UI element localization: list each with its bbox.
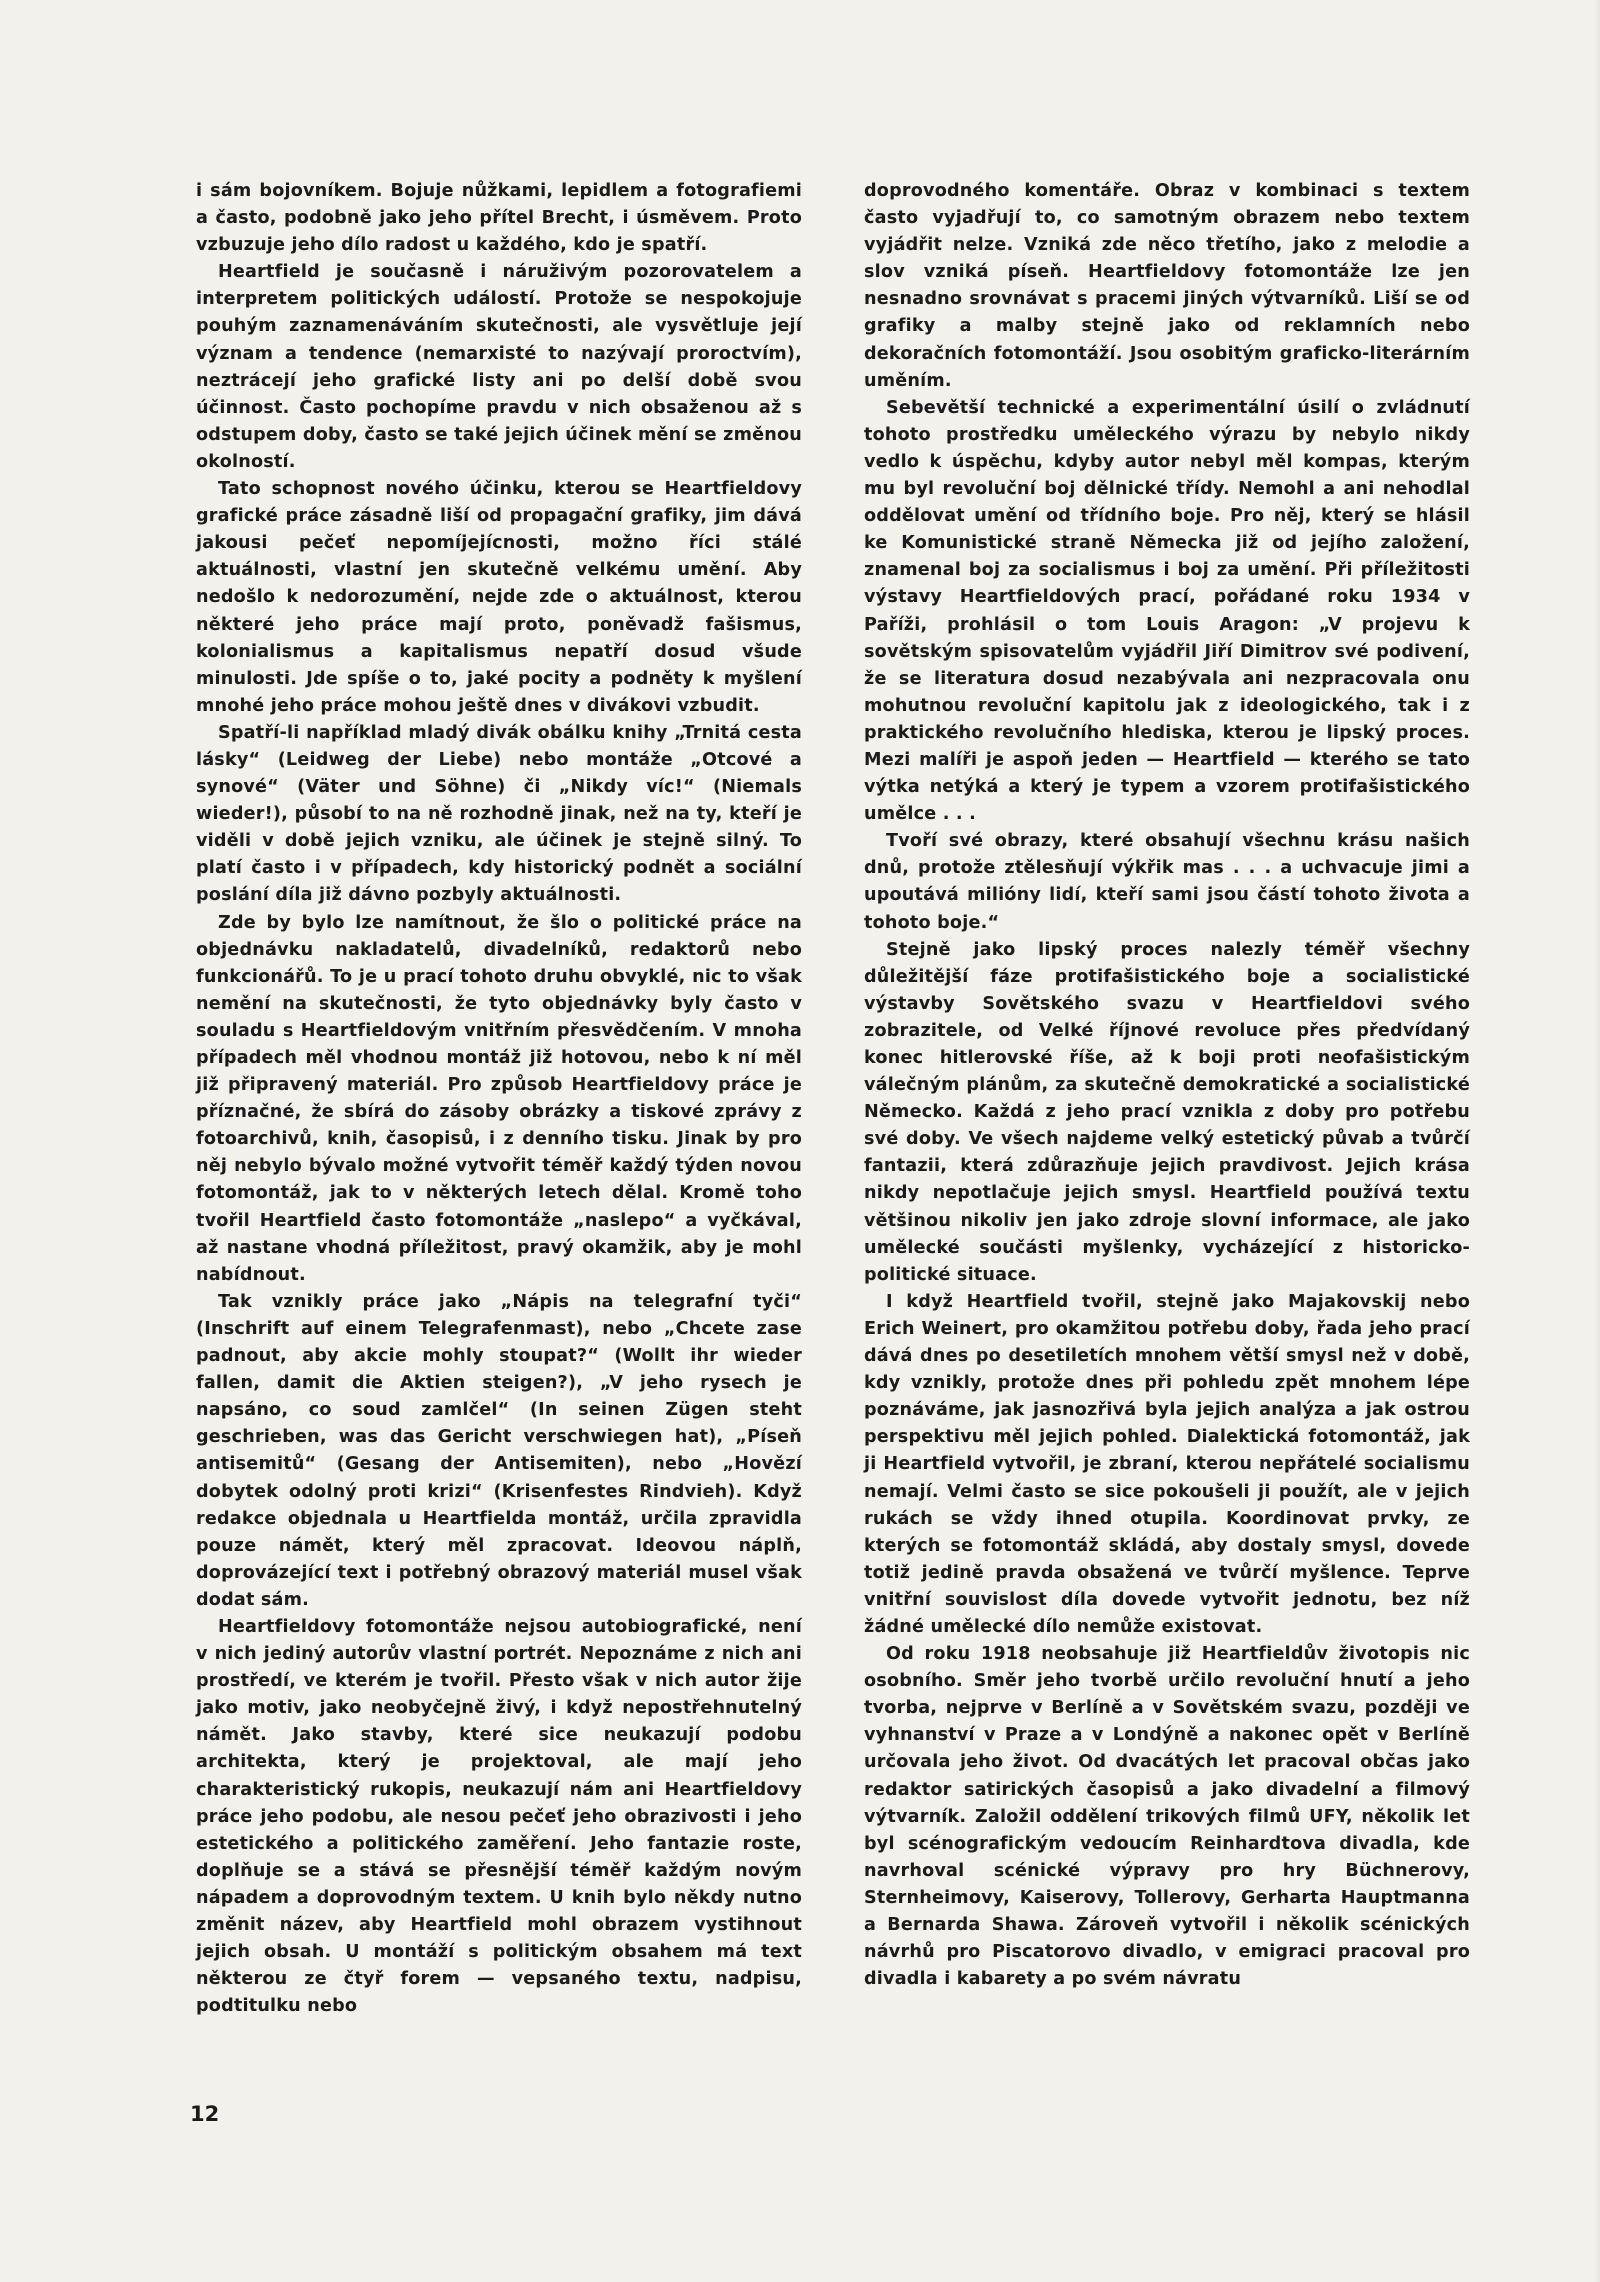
paragraph: Od roku 1918 neobsahuje již Heartfieldův životopis nic osobního. Směr jeho tvorbě určilo revoluční hnutí a jeho tvorba, nejprve v Berlíně a v Sovětském svazu, později ve vyhnanství v Praze a v Londýně a nakonec opět v Berlíně určovala jeho život. Od dvacátých let pracoval občas jako redaktor satirických časopisů a jako divadelní a filmový výtvarník. Založil oddělení trikových filmů UFY, několik let byl scénografickým vedoucím Reinhardtova divadla, kde navrhoval scénické výpravy pro hry Büchnerovy, Sternheimovy, Kaiserovy, Tollerovy, Gerharta Hauptmanna a Bernarda Shawa. Zároveň vytvořil i několik scénických návrhů pro Piscatorovo divadlo, v emigraci pracoval pro divadla i kabarety a po svém návratu <box>864 1644 1470 1990</box>
right-text-column <box>864 178 1470 1993</box>
paragraph: I když Heartfield tvořil, stejně jako Majakovskij nebo Erich Weinert, pro okamžitou potřebu doby, řada jeho prací dává dnes po desetiletích mnohem větší smysl než v době, kdy vznikly, protože dnes při pohledu zpět mnohem lépe poznáváme, jak jasnozřivá byla jejich analýza a jak ostrou perspektivu měl jejich pohled. Dialektická fotomontáž, jak ji Heartfield vytvořil, je zbraní, kterou nepřátelé socialismu nemají. Velmi často se sice pokoušeli ji použít, ale v jejich rukách se vždy ihned otupila. Koordinovat prvky, ze kterých se fotomontáž skládá, aby dostaly smysl, dovede totiž jedině pravda obsažená ve tvůrčí myšlence. Teprve vnitřní souvislost díla dovede vytvořit jednotu, bez níž žádné umělecké dílo nemůže existovat. <box>864 1291 1470 1637</box>
page-edge-shadow <box>1594 0 1600 2282</box>
paragraph: Sebevětší technické a experimentální úsilí o zvládnutí tohoto prostředku uměleckého výrazu by nebylo nikdy vedlo k úspěchu, kdyby autor nebyl měl kompas, kterým mu byl revoluční boj dělnické třídy. Nemohl a ani nehodlal oddělovat umění od třídního boje. Pro něj, který se hlásil ke Komunistické straně Německa již od jejího založení, znamenal boj za socialismus i boj za umění. Při příležitosti výstavy Heartfieldových prací, pořádané roku 1934 v Paříži, prohlásil o tom Louis Aragon: „V projevu k sovětským spisovatelům vyjádřil Jiří Dimitrov své podivení, že se literatura dosud nezabývala ani nezpracovala onu mohutnou revoluční kapitolu jak z ideologického, tak i z praktického revolučního hlediska, kterou je lipský proces. Mezi malíři je aspoň jeden — Heartfield — kterého se tato výtka netýká a který je typem a vzorem protifašistického umělce . . . <box>864 397 1470 825</box>
paragraph: Tato schopnost nového účinku, kterou se Heartfieldovy grafické práce zásadně liší od propagační grafiky, jim dává jakousi pečeť nepomíjejícnosti, možno říci stálé aktuálnosti, vlastní jen skutečně velkému umění. Aby nedošlo k nedorozumění, nejde zde o aktuálnost, kterou některé jeho práce mají proto, poněvadž fašismus, kolonialismus a kapitalismus nepatří dosud všude minulosti. Jde spíše o to, jaké pocity a podněty k myšlení mnohé jeho práce mohou ještě dnes v divákovi vzbudit. <box>196 479 802 716</box>
paragraph: Stejně jako lipský proces nalezly téměř všechny důležitější fáze protifašistického boje a socialistické výstavby Sovětského svazu v Heartfieldovi svého zobrazitele, od Velké říjnové revoluce přes předvídaný konec hitlerovské říše, až k boji proti neofašistickým válečným plánům, za skutečně demokratické a socialistické Německo. Každá z jeho prací vznikla z doby pro potřebu své doby. Ve všech najdeme velký estetický půvab a tvůrčí fantazii, která zdůrazňuje jejich pravdivost. Jejich krása nikdy nepotlačuje jejich smysl. Heartfield používá textu většinou nikoliv jen jako zdroje slovní informace, ale jako umělecké součásti myšlenky, vycházející z historicko-politické situace. <box>864 939 1470 1285</box>
paragraph: i sám bojovníkem. Bojuje nůžkami, lepidlem a fotografiemi a často, podobně jako jeho přítel Brecht, i úsměvem. Proto vzbuzuje jeho dílo radost u každého, kdo je spatří. <box>196 181 802 256</box>
paragraph: Heartfieldovy fotomontáže nejsou autobiografické, není v nich jediný autorův vlastní portrét. Nepoznáme z nich ani prostředí, ve kterém je tvořil. Přesto však v nich autor žije jako motiv, jako neobyčejně živý, i když nepostřehnutelný námět. Jako stavby, které sice neukazují podobu architekta, který je projektoval, ale mají jeho charakteristický rukopis, neukazují nám ani Heartfieldovy práce jeho podobu, ale nesou pečeť jeho obrazivosti i jeho estetického a politického zaměření. Jeho fantazie roste, doplňuje se a stává se přesnější téměř každým novým nápadem a doprovodným textem. U knih bylo někdy nutno změnit název, aby Heartfield mohl obrazem vystihnout jejich obsah. U montáží s politickým obsahem má text některou ze čtyř forem — vepsaného textu, nadpisu, podtitulku nebo <box>196 1616 802 2017</box>
paragraph: doprovodného komentáře. Obraz v kombinaci s textem často vyjadřují to, co samotným obrazem nebo textem vyjádřit nelze. Vzniká zde něco třetího, jako z melodie a slov vzniká píseň. Heartfieldovy fotomontáže lze jen nesnadno srovnávat s pracemi jiných výtvarníků. Liší se od grafiky a malby stejně jako od reklamních nebo dekoračních fotomontáží. Jsou osobitým graficko-literárním uměním. <box>864 181 1470 391</box>
paragraph: Spatří-li například mladý divák obálku knihy „Trnitá cesta lásky“ (Leidweg der Liebe) nebo montáže „Otcové a synové“ (Väter und Söhne) či „Nikdy víc!“ (Niemals wieder!), působí to na ně rozhodně jinak, než na ty, kteří je viděli v době jejich vzniku, ale účinek je stejně silný. To platí často i v případech, kdy historický podnět a sociální poslání díla již dávno pozbyly aktuálnosti. <box>196 722 802 906</box>
paragraph: Heartfield je současně i náruživým pozorovatelem a interpretem politických událostí. Protože se nespokojuje pouhým zaznamenáváním skutečnosti, ale vysvětluje její význam a tendence (nemarxisté to nazývají proroctvím), neztrácejí jeho grafické listy ani po delší době svou účinnost. Často pochopíme pravdu v nich obsaženou až s odstupem doby, často se také jejich účinek mění se změnou okolností. <box>196 262 802 472</box>
paragraph: Tak vznikly práce jako „Nápis na telegrafní tyči“ (Inschrift auf einem Telegrafenmast), nebo „Chcete zase padnout, aby akcie mohly stoupat?“ (Wollt ihr wieder fallen, damit die Aktien steigen?), „V jeho rysech je napsáno, co soud zamlčel“ (In seinen Zügen steht geschrieben, was das Gericht verschwiegen hat), „Píseň antisemitů“ (Gesang der Antisemiten), nebo „Hovězí dobytek odolný proti krizi“ (Krisenfestes Rindvieh). Když redakce objednala u Heartfielda montáž, určila zpravidla pouze námět, který měl zpracovat. Ideovou náplň, doprovázející text i potřebný obrazový materiál musel však dodat sám. <box>196 1291 802 1610</box>
page-number: 12 <box>190 2102 220 2126</box>
paragraph: Tvoří své obrazy, které obsahují všechnu krásu našich dnů, protože ztělesňují výkřik mas . . . a uchvacuje jimi a upoutává milióny lidí, kteří sami jsou částí tohoto života a tohoto boje.“ <box>864 831 1470 933</box>
paragraph: Zde by bylo lze namítnout, že šlo o politické práce na objednávku nakladatelů, divadelníků, redaktorů nebo funkcionářů. To je u prací tohoto druhu obvyklé, nic to však nemění na skutečnosti, že tyto objednávky byly často v souladu s Heartfieldovým vnitřním přesvědčením. V mnoha případech měl vhodnou montáž již hotovou, nebo k ní měl již připravený materiál. Pro způsob Heartfieldovy práce je příznačné, že sbírá do zásoby obrázky a tiskové zprávy z fotoarchivů, knih, časopisů, i z denního tisku. Jinak by pro něj nebylo bývalo možné vytvořit téměř každý týden novou fotomontáž, jak to v některých letech dělal. Kromě toho tvořil Heartfield často fotomontáže „naslepo“ a vyčkával, až nastane vhodná příležitost, pravý okamžik, aby je mohl nabídnout. <box>196 912 802 1285</box>
left-text-column <box>196 178 802 2020</box>
